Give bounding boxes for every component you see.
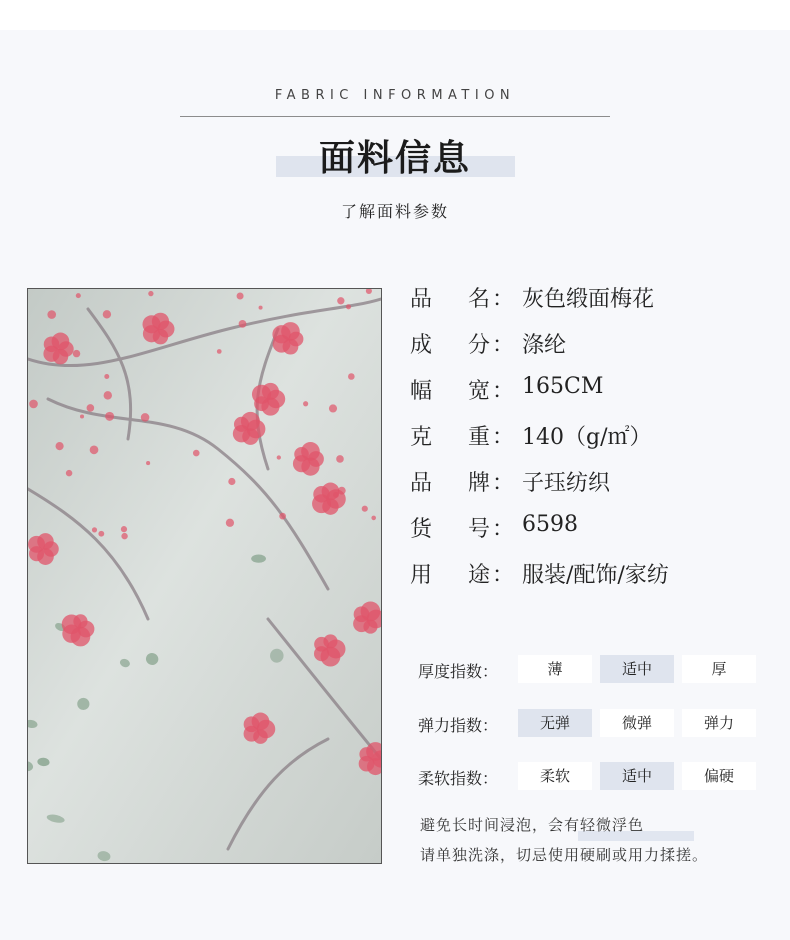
bud bbox=[277, 455, 281, 459]
spec-colon: ： bbox=[492, 517, 515, 542]
bud bbox=[90, 446, 99, 455]
spec-value: 140（g/㎡） bbox=[522, 425, 652, 450]
rating-option[interactable]: 薄 bbox=[518, 655, 592, 683]
spec-key-2: 牌 bbox=[468, 471, 491, 496]
blossom bbox=[262, 383, 279, 400]
spec-colon: ： bbox=[492, 425, 515, 450]
bud bbox=[329, 404, 337, 412]
bud bbox=[338, 487, 346, 495]
blossom bbox=[281, 322, 300, 341]
rating-option[interactable]: 无弹 bbox=[518, 709, 592, 737]
rating-option[interactable]: 厚 bbox=[682, 655, 756, 683]
bud bbox=[346, 304, 351, 309]
bud bbox=[228, 478, 235, 485]
spec-key-1: 货 bbox=[410, 517, 433, 542]
spec-key-2: 宽 bbox=[468, 379, 491, 404]
bud bbox=[217, 349, 222, 354]
spec-row-brand bbox=[410, 466, 770, 496]
spec-key-2: 分 bbox=[468, 333, 491, 358]
bud bbox=[193, 450, 200, 457]
spec-value: 涤纶 bbox=[522, 333, 567, 358]
spec-key-1: 成 bbox=[410, 333, 433, 358]
spec-colon: ： bbox=[492, 563, 515, 588]
blossom bbox=[323, 634, 337, 648]
spec-colon: ： bbox=[492, 333, 515, 358]
spec-row-item-number bbox=[410, 512, 770, 542]
bud bbox=[76, 293, 81, 298]
rating-option[interactable]: 适中 bbox=[600, 762, 674, 790]
bud bbox=[348, 373, 355, 380]
blossom bbox=[37, 533, 53, 549]
spec-key-2: 重 bbox=[468, 425, 491, 450]
blossom bbox=[73, 614, 87, 628]
spec-row-weight bbox=[410, 420, 770, 450]
spec-value: 灰色缎面梅花 bbox=[522, 287, 655, 312]
rating-row-elasticity bbox=[418, 709, 763, 739]
header-rule bbox=[180, 116, 610, 117]
spec-colon: ： bbox=[492, 379, 515, 404]
bud bbox=[337, 297, 344, 304]
bud bbox=[226, 519, 234, 527]
bud bbox=[56, 442, 64, 450]
bud bbox=[29, 400, 38, 409]
fabric-photo bbox=[27, 288, 382, 864]
spec-key-2: 途 bbox=[468, 563, 491, 588]
spec-key-1: 克 bbox=[410, 425, 433, 450]
bud bbox=[279, 513, 286, 520]
rating-option[interactable]: 微弹 bbox=[600, 709, 674, 737]
spec-value: 子珏纺织 bbox=[522, 471, 611, 496]
bud bbox=[104, 374, 109, 379]
bud bbox=[141, 413, 150, 422]
bud bbox=[104, 391, 112, 399]
bud bbox=[148, 291, 153, 296]
spec-value: 165CM bbox=[522, 374, 604, 399]
page-title: 面料信息 bbox=[318, 138, 471, 179]
spec-row-usage bbox=[410, 558, 770, 588]
bud bbox=[371, 516, 376, 521]
top-band bbox=[0, 0, 790, 30]
blossom bbox=[301, 442, 320, 461]
eyebrow-text: FABRIC INFORMATION bbox=[274, 88, 516, 103]
bud bbox=[336, 455, 344, 463]
rating-label: 弹力指数： bbox=[418, 716, 499, 735]
spec-key-1: 品 bbox=[410, 287, 433, 312]
bud bbox=[73, 350, 80, 357]
spec-key-1: 品 bbox=[410, 471, 433, 496]
blossom bbox=[152, 313, 169, 330]
bud bbox=[237, 292, 244, 299]
bud bbox=[259, 306, 263, 310]
rating-label: 柔软指数： bbox=[418, 769, 499, 788]
spec-value: 6598 bbox=[522, 512, 578, 537]
rating-option[interactable]: 偏硬 bbox=[682, 762, 756, 790]
bud bbox=[87, 404, 95, 412]
spec-key-1: 幅 bbox=[410, 379, 433, 404]
bud bbox=[146, 461, 150, 465]
spec-key-2: 号 bbox=[468, 517, 491, 542]
bud bbox=[92, 527, 97, 532]
spec-row-composition bbox=[410, 328, 770, 358]
blossom bbox=[361, 602, 381, 622]
blossom bbox=[241, 412, 260, 431]
bud bbox=[80, 414, 84, 418]
bud bbox=[303, 401, 308, 406]
bud bbox=[66, 470, 72, 476]
bud bbox=[239, 320, 247, 328]
blossom bbox=[252, 713, 270, 731]
spec-key-2: 名 bbox=[468, 287, 491, 312]
bud bbox=[121, 533, 127, 539]
spec-colon: ： bbox=[492, 287, 515, 312]
spec-row-width bbox=[410, 374, 770, 404]
spec-value: 服装/配饰/家纺 bbox=[522, 563, 669, 588]
rating-row-thickness bbox=[418, 655, 763, 685]
rating-option[interactable]: 弹力 bbox=[682, 709, 756, 737]
bud bbox=[105, 412, 114, 421]
spec-row-name bbox=[410, 282, 770, 312]
rating-option[interactable]: 柔软 bbox=[518, 762, 592, 790]
bud bbox=[362, 506, 368, 512]
spec-colon: ： bbox=[492, 471, 515, 496]
spec-key-1: 用 bbox=[410, 563, 433, 588]
fabric-pattern bbox=[28, 289, 381, 863]
care-line-2: 请单独洗涤，切忌使用硬刷或用力揉搓。 bbox=[420, 846, 709, 864]
leaf bbox=[251, 555, 266, 563]
rating-option[interactable]: 适中 bbox=[600, 655, 674, 683]
blossom bbox=[52, 333, 70, 351]
rating-row-softness bbox=[418, 762, 763, 792]
bud bbox=[103, 310, 111, 318]
care-line-1: 避免长时间浸泡，会有轻微浮色 bbox=[420, 816, 645, 834]
rating-label: 厚度指数： bbox=[418, 662, 499, 681]
bud bbox=[121, 526, 127, 532]
bud bbox=[333, 492, 339, 498]
page-subtitle: 了解面料参数 bbox=[340, 202, 449, 221]
bud bbox=[98, 531, 104, 537]
bud bbox=[47, 310, 56, 319]
